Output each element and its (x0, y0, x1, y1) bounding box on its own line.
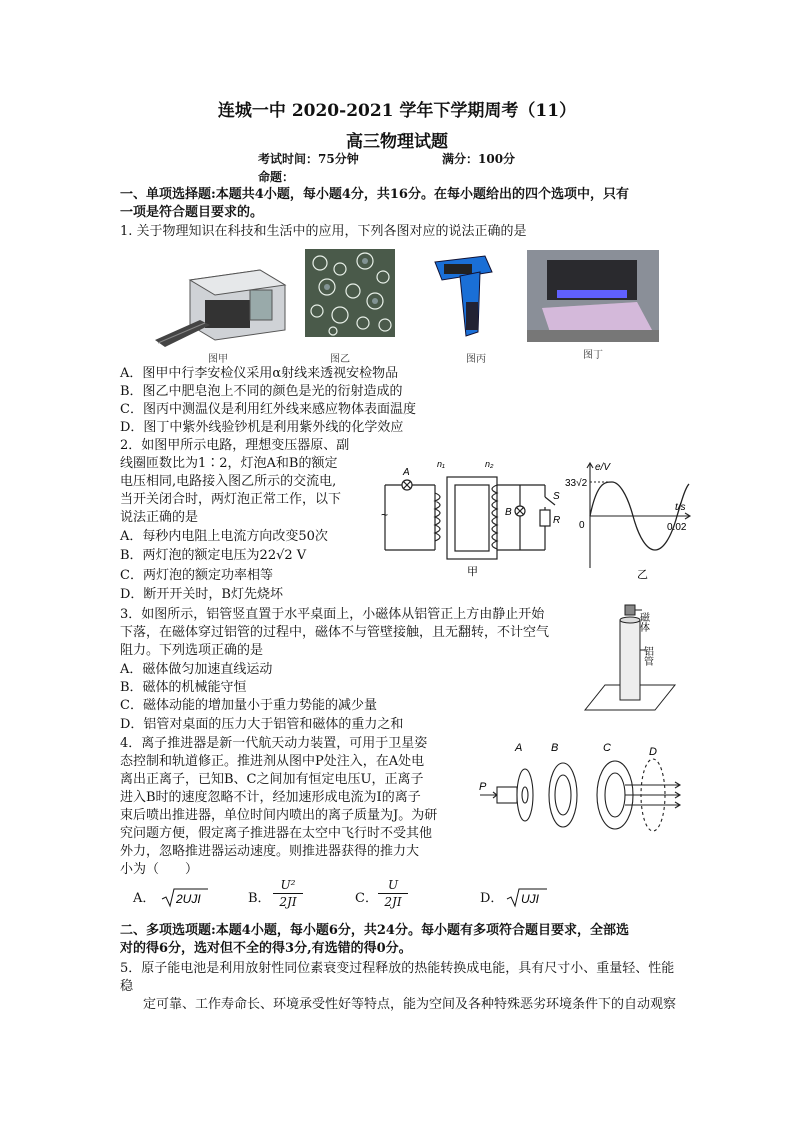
q1-option-a: A．图甲中行李安检仪采用α射线来透视安检物品 (120, 366, 399, 381)
q4-option-d-radicand: UJI (521, 892, 539, 906)
q4-option-b-denominator: 2JI (273, 893, 303, 910)
figure-jia-caption: 图甲 (208, 354, 228, 365)
q4-stem-line2: 态控制和轨道修正。推进剂从图中P处注入，在A处电 (120, 754, 425, 769)
q4-option-b-letter: B． (248, 891, 271, 906)
point-p-label: P (479, 781, 487, 793)
ac-source-symbol: ~ (381, 508, 389, 522)
graph-t-axis-label: t/s (675, 502, 686, 513)
q4-stem-line7: 外力，忽略推进器运动速度。则推进器获得的推力大 (120, 844, 420, 859)
q1-stem: 1. 关于物理知识在科技和生活中的应用，下列各图对应的说法正确的是 (120, 224, 527, 239)
q2-stem-line4: 当开关闭合时，两灯泡正常工作，以下 (120, 492, 342, 507)
q4-option-d-letter: D． (480, 891, 504, 906)
lamp-a-label: A (403, 467, 410, 478)
q2-stem-line5: 说法正确的是 (120, 510, 199, 525)
switch-s-label: S (553, 491, 560, 502)
q4-option-c-formula (378, 878, 408, 910)
q2-option-b: B．两灯泡的额定电压为22√2 V (120, 548, 307, 563)
q1-option-d: D．图丁中紫外线验钞机是利用紫外线的化学效应 (120, 420, 404, 435)
point-b-label: B (551, 742, 559, 754)
section2-heading-line2: 对的得6分，选对但不全的得3分,有选错的得0分。 (120, 941, 412, 956)
q2-option-a: A．每秒内电阻上电流方向改变50次 (120, 529, 328, 544)
graph-origin-label: 0 (579, 520, 585, 531)
section1-heading-line1: 一、单项选择题:本题共4小题，每小题4分，共16分。在每小题给出的四个选项中，只有 (120, 187, 629, 202)
infrared-thermometer-image (430, 252, 498, 344)
ac-voltage-graph (565, 458, 695, 583)
exam-title: 连城一中 2020-2021 学年下学期周考（11） (217, 101, 577, 121)
graph-ylabel: e/V (595, 462, 611, 473)
point-d-label: D (649, 746, 657, 758)
q4-stem-line4: 进入B时的速度忽略不计，经加速形成电流为I的离子 (120, 790, 421, 805)
resistor-r-label: R (553, 515, 561, 526)
exam-time: 考试时间：75分钟 (258, 152, 359, 166)
ion-thruster-figure (475, 735, 690, 845)
q4-option-b-formula (273, 878, 303, 910)
q4-stem-line1: 4．离子推进器是新一代航天动力装置，可用于卫星姿 (120, 736, 428, 751)
graph-t-mark: 0.02 (667, 522, 687, 533)
q4-option-c-letter: C． (355, 891, 378, 906)
uv-money-detector-image (527, 250, 659, 342)
q3-stem-line2: 下落，在磁体穿过铝管的过程中，磁体不与管壁接触，且无翻转，不计空气 (120, 625, 550, 640)
q3-option-c: C．磁体动能的增加量小于重力势能的减少量 (120, 698, 377, 713)
q2-stem-line1: 2．如图甲所示电路，理想变压器原、副 (120, 438, 350, 453)
q4-stem-line3: 离出正离子，已知B、C之间加有恒定电压U，正离子 (120, 772, 424, 787)
figure-bing-caption: 图丙 (466, 354, 486, 365)
q2-stem-line3: 电压相同,电路接入图乙所示的交流电, (120, 474, 337, 489)
exam-subtitle: 高三物理试题 (346, 132, 448, 152)
q5-line1: 5．原子能电池是利用放射性同位素衰变过程释放的热能转换成电能，具有尺寸小、重量轻、性能 (120, 961, 675, 976)
q2-stem-line2: 线圈匝数比为1∶2，灯泡A和B的额定 (120, 456, 338, 471)
graph-caption: 乙 (637, 569, 648, 581)
q4-stem-line5: 束后喷出推进器，单位时间内喷出的离子质量为J。为研 (120, 808, 438, 823)
q4-option-d-formula (505, 886, 550, 910)
q4-option-c-numerator: U (387, 878, 399, 892)
lamp-b-label: B (505, 507, 512, 518)
q3-stem-line1: 3．如图所示，铝管竖直置于水平桌面上，小磁体从铝管正上方由静止开始 (120, 607, 545, 622)
q4-stem-line6: 究问题方便，假定离子推进器在太空中飞行时不受其他 (120, 826, 433, 841)
circuit-caption: 甲 (467, 566, 478, 578)
figure-yi-caption: 图乙 (330, 354, 350, 365)
q4-option-a-letter: A． (133, 891, 156, 906)
q4-option-a-formula (160, 886, 210, 910)
q3-option-b: B．磁体的机械能守恒 (120, 680, 247, 695)
luggage-scanner-image (150, 255, 290, 350)
aluminum-tube-figure (580, 600, 680, 720)
section2-heading-line1: 二、多项选项题:本题4小题，每小题6分，共24分。每小题有多项符合题目要求，全部选 (120, 923, 629, 938)
author: 命题： (258, 170, 295, 184)
n1-label: n₁ (437, 459, 445, 469)
q4-option-b-numerator: U² (280, 878, 296, 892)
q2-option-c: C．两灯泡的额定功率相等 (120, 568, 273, 583)
n2-label: n₂ (485, 459, 494, 469)
section1-heading-line2: 一项是符合题目要求的。 (120, 205, 264, 220)
q1-option-b: B．图乙中肥皂泡上不同的颜色是光的衍射造成的 (120, 384, 403, 399)
full-score: 满分：100分 (442, 152, 516, 166)
point-a-label: A (515, 742, 523, 754)
magnet-label: 磁体 (637, 612, 649, 632)
q3-option-d: D．铝管对桌面的压力大于铝管和磁体的重力之和 (120, 717, 404, 732)
q3-option-a: A．磁体做匀加速直线运动 (120, 662, 273, 677)
point-c-label: C (603, 742, 611, 754)
figure-ding-caption: 图丁 (583, 350, 603, 361)
transformer-circuit-figure (375, 455, 565, 580)
q4-option-a-radicand: 2UJI (176, 892, 201, 906)
tube-label: 铝管 (641, 646, 653, 666)
soap-bubbles-image (305, 249, 395, 337)
q1-option-c: C．图丙中测温仪是利用红外线来感应物体表面温度 (120, 402, 416, 417)
q4-option-c-denominator: 2JI (378, 893, 408, 910)
q5-line2: 稳 (120, 979, 134, 994)
q4-stem-line8: 小为（ ） (120, 862, 199, 877)
q5-line3: 定可靠、工作寿命长、环境承受性好等特点，能为空间及各种特殊恶劣环境条件下的自动观察 (143, 997, 677, 1012)
q3-stem-line3: 阻力。下列选项正确的是 (120, 643, 264, 658)
q2-option-d: D．断开开关时，B灯先烧坏 (120, 587, 283, 602)
graph-peak-label: 33√2 (565, 478, 588, 489)
